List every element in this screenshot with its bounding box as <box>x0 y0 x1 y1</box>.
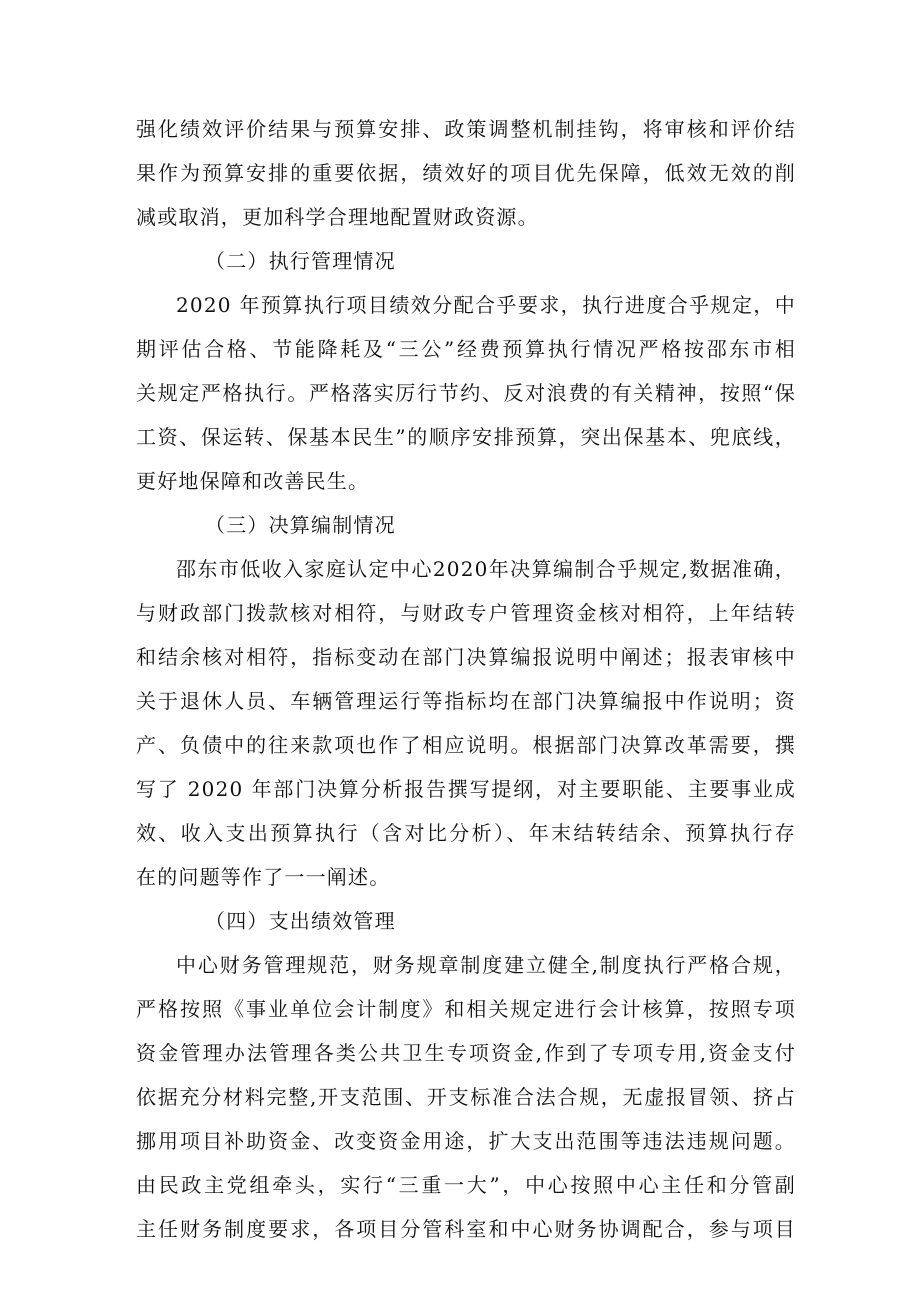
paragraph-line: 减或取消，更加科学合理地配置财政资源。 <box>136 205 539 229</box>
paragraph-line: 关规定严格执行。严格落实厉行节约、反对浪费的有关精神，按照“保 <box>136 381 796 405</box>
paragraph-line: 中心财务管理规范，财务规章制度建立健全,制度执行严格合规， <box>176 953 796 977</box>
paragraph-line: 强化绩效评价结果与预算安排、政策调整机制挂钩，将审核和评价结 <box>136 117 796 141</box>
paragraph-line: 与财政部门拨款核对相符，与财政专户管理资金核对相符，上年结转 <box>136 601 796 625</box>
paragraph-line: 在的问题等作了一一阐述。 <box>136 865 391 889</box>
paragraph-line: 邵东市低收入家庭认定中心2020年决算编制合乎规定,数据准确， <box>176 557 796 581</box>
paragraph-line: 期评估合格、节能降耗及“三公”经费预算执行情况严格按邵东市相 <box>136 337 796 361</box>
section-heading-expenditure-performance: （四）支出绩效管理 <box>205 909 396 933</box>
paragraph-line: 由民政主党组牵头，实行“三重一大”，中心按照中心主任和分管副 <box>136 1173 796 1197</box>
paragraph-line: 效、收入支出预算执行（含对比分析）、年末结转结余、预算执行存 <box>136 821 796 845</box>
paragraph-line: 2020 年预算执行项目绩效分配合乎要求，执行进度合乎规定，中 <box>176 293 796 317</box>
paragraph-line: 挪用项目补助资金、改变资金用途，扩大支出范围等违法违规问题。 <box>136 1129 796 1153</box>
paragraph-line: 严格按照《事业单位会计制度》和相关规定进行会计核算，按照专项 <box>136 997 796 1021</box>
paragraph-line: 更好地保障和改善民生。 <box>136 469 370 493</box>
paragraph-line: 果作为预算安排的重要依据，绩效好的项目优先保障，低效无效的削 <box>136 161 796 185</box>
paragraph-line: 关于退休人员、车辆管理运行等指标均在部门决算编报中作说明；资 <box>136 689 796 713</box>
section-heading-final-accounts: （三）决算编制情况 <box>205 513 396 537</box>
section-heading-execution: （二）执行管理情况 <box>205 249 396 273</box>
paragraph-line: 资金管理办法管理各类公共卫生专项资金,作到了专项专用,资金支付 <box>136 1041 796 1065</box>
paragraph-line: 依据充分材料完整,开支范围、开支标准合法合规，无虚报冒领、挤占 <box>136 1085 796 1109</box>
paragraph-line: 写了 2020 年部门决算分析报告撰写提纲，对主要职能、主要事业成 <box>136 777 796 801</box>
paragraph-line: 工资、保运转、保基本民生”的顺序安排预算，突出保基本、兜底线， <box>136 425 796 449</box>
paragraph-line: 和结余核对相符，指标变动在部门决算编报说明中阐述；报表审核中 <box>136 645 796 669</box>
paragraph-line: 主任财务制度要求，各项目分管科室和中心财务协调配合，参与项目 <box>136 1217 796 1241</box>
paragraph-line: 产、负债中的往来款项也作了相应说明。根据部门决算改革需要，撰 <box>136 733 796 757</box>
